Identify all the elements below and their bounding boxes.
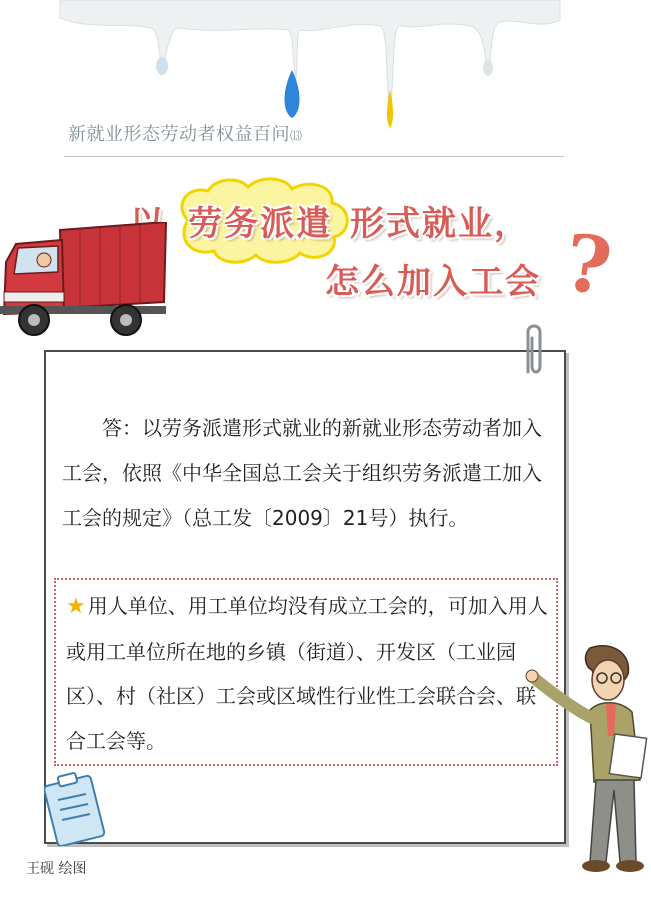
pointing-man-icon [520,640,651,876]
series-number: ⒀ [290,129,303,143]
title-line-1 [130,196,530,245]
title-suffix: 形式就业， [350,204,530,244]
paint-drip [0,0,651,140]
truck-icon [0,222,170,338]
title-line-2: 怎么加入工会 [325,262,541,302]
series-heading [68,120,303,146]
title-highlight: 劳务派遣 [188,204,332,244]
series-title: 新就业形态劳动者权益百问 [68,124,290,145]
star-icon: ★ [66,594,86,619]
question-mark-icon: ? [558,217,617,314]
header-divider [64,156,564,157]
illustration-credit: 王砚 绘图 [26,861,87,877]
clipboard-icon [44,770,106,846]
answer-text: 答：以劳务派遣形式就业的新就业形态劳动者加入工会，依照《中华全国总工会关于组织劳务派遣工加入工会的规定》（总工发〔2009〕21号）执行。 [62,416,542,530]
paper-clip-icon [518,322,548,378]
note-text: 用人单位、用工单位均没有成立工会的，可加入用人或用工单位所在地的乡镇（街道）、开发区（工业园区）、村（社区）工会或区域性行业性工会联合会、联合工会等。 [66,594,548,753]
note-paragraph [66,584,548,763]
